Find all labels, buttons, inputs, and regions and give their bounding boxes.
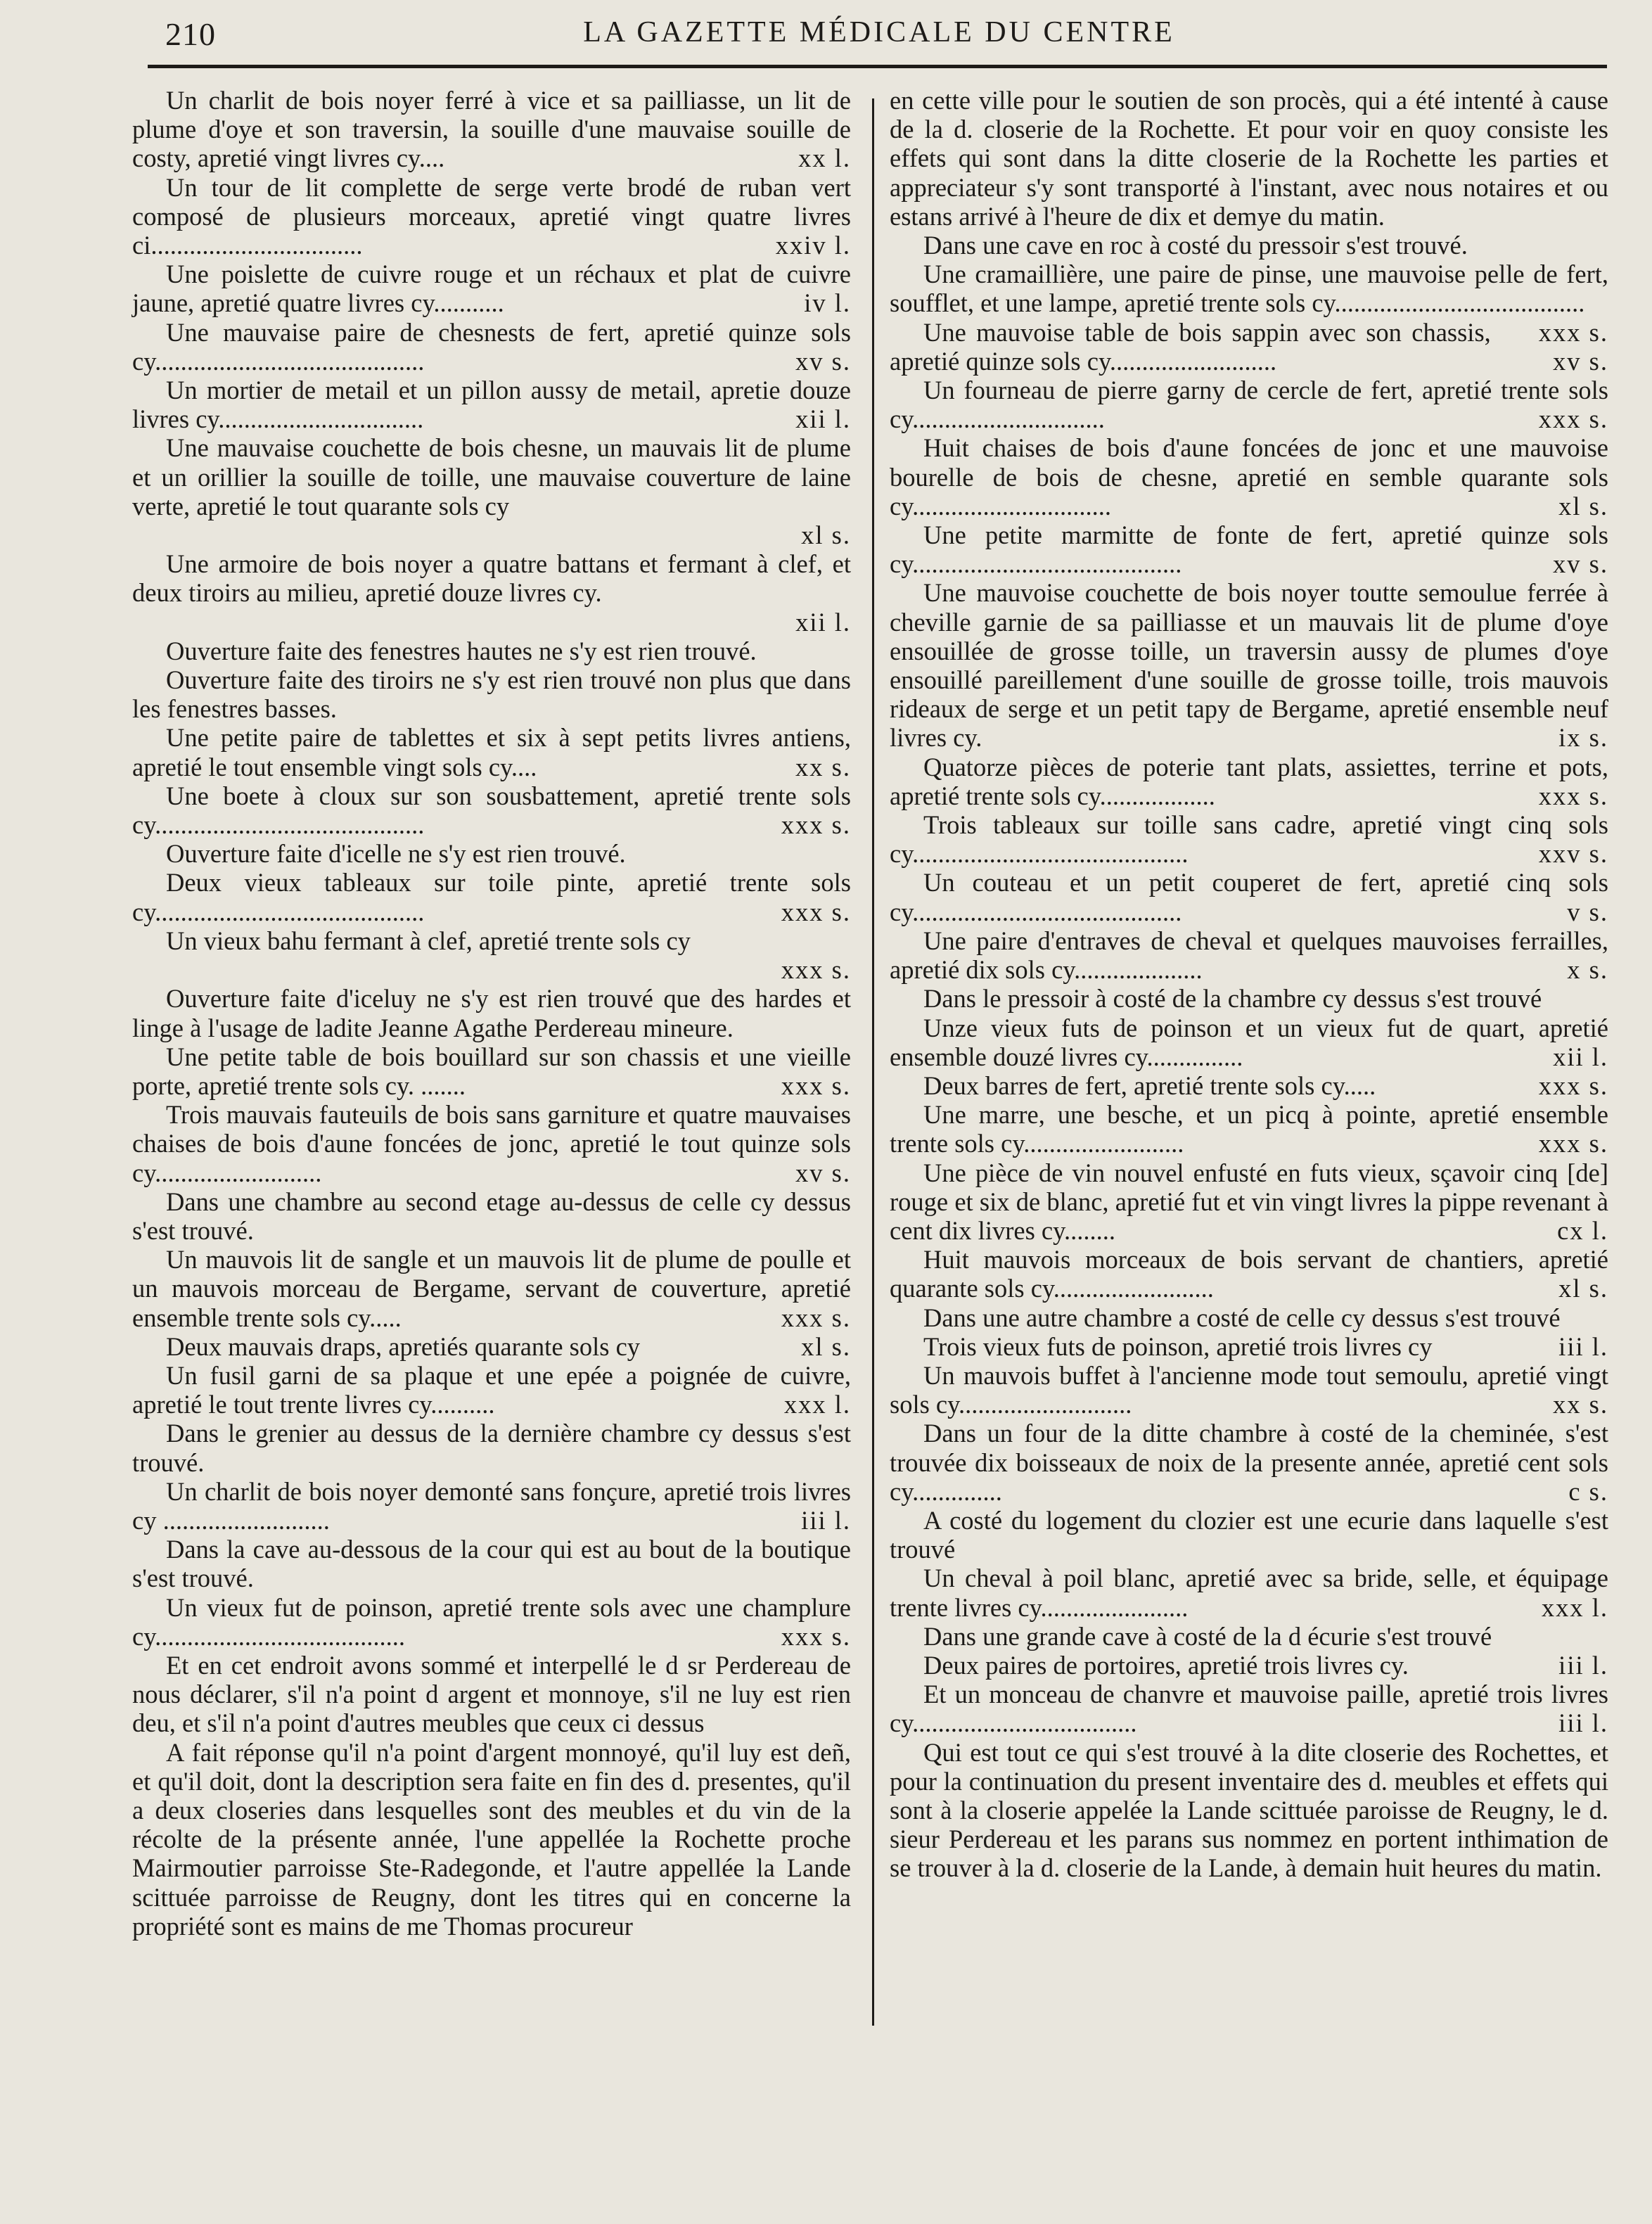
entry-text: Une boete à cloux sur son sousbattement, apretié trente sols cy.......................................... — [132, 781, 851, 840]
inventory-entry — [890, 1014, 1608, 1071]
entry-text: Unze vieux futs de poinson et un vieux fut de quart, apretié ensemble douzé livres cy............... — [890, 1013, 1608, 1071]
entry-amount: xx s. — [795, 752, 851, 781]
entry-text: Deux barres de fert, apretié trente sols cy..... — [923, 1071, 1376, 1100]
entry-amount: xl s. — [1558, 1274, 1608, 1303]
entry-amount: iii l. — [801, 1505, 851, 1535]
entry-amount: ix s. — [1558, 723, 1608, 753]
entry-text: Un tour de lit complette de serge verte brodé de ruban vert composé de plusieurs morceaux, apretié vingt quatre livres ci................................. — [132, 172, 851, 260]
inventory-entry — [890, 578, 1608, 752]
entry-amount: xxx s. — [1538, 317, 1608, 347]
inventory-entry — [890, 1419, 1608, 1506]
entry-text: Ouverture faite des tiroirs ne s'y est rien trouvé non plus que dans les fenestres basses. — [132, 665, 851, 724]
entry-text: Et en cet endroit avons sommé et interpellé le d sr Perdereau de nous déclarer, s'il n'a point d argent et monnoye, s'il ne luy est rien deu, et s'il n'a point d'autres meubles que ceux ci dessus — [132, 1650, 851, 1738]
entry-amount: cx l. — [1557, 1215, 1608, 1245]
inventory-entry — [132, 1477, 851, 1535]
entry-text: Une cramaillière, une paire de pinse, une mauvoise pelle de fert, soufflet, et une lampe, apretié trente sols cy....................................... — [890, 260, 1608, 318]
inventory-entry — [132, 723, 851, 781]
entry-text: Et un monceau de chanvre et mauvoise paille, apretié trois livres cy................................... — [890, 1680, 1608, 1738]
inventory-entry — [132, 86, 851, 173]
inventory-entry — [890, 231, 1608, 260]
inventory-entry — [890, 1738, 1608, 1883]
inventory-entry — [132, 839, 851, 868]
entry-text: Une paire d'entraves de cheval et quelques mauvoises ferrailles, apretié dix sols cy.................... — [890, 926, 1608, 985]
inventory-entry — [890, 1564, 1608, 1621]
entry-text: Dans un four de la ditte chambre à costé de la cheminée, s'est trouvée dix boisseaux de noix de la presente année, apretié cent sols cy.............. — [890, 1419, 1608, 1506]
inventory-entry — [132, 781, 851, 839]
inventory-entry — [132, 637, 851, 665]
inventory-entry — [132, 926, 851, 955]
entry-amount: xv s. — [1553, 346, 1608, 376]
page-header — [148, 7, 1611, 56]
entry-text: Une poislette de cuivre rouge et un réchaux et plat de cuivre jaune, apretié quatre livres cy........... — [132, 260, 851, 318]
entry-amount: iv l. — [804, 288, 851, 318]
entry-text: Une mauvaise couchette de bois chesne, un mauvais lit de plume et un orillier la souille de toille, une mauvaise couverture de laine verte, apretié le tout quarante sols cy — [132, 433, 851, 520]
entry-text: Dans le pressoir à costé de la chambre cy dessus s'est trouvé — [923, 984, 1542, 1014]
entry-text: Une petite marmitte de fonte de fert, apretié quinze sols cy.......................................... — [890, 520, 1608, 579]
entry-text: Huit mauvois morceaux de bois servant de chantiers, apretié quarante sols cy......................... — [890, 1245, 1608, 1303]
entry-amount: xxx s. — [781, 897, 851, 926]
entry-amount: xxx s. — [781, 955, 851, 985]
inventory-entry — [132, 868, 851, 926]
entry-text: Qui est tout ce qui s'est trouvé à la dite closerie des Rochettes, et pour la continuation du present inventaire des d. meubles et effets qui sont à la closerie appelée la Lande scittuée paroisse de Reugny, le d. sieur Perdereau et les parans sus nommez en portent inthimation de se trouver à la d. closerie de la Lande, à demain huit heures du matin. — [890, 1737, 1608, 1883]
inventory-entry — [890, 1332, 1608, 1361]
entry-text: Ouverture faite des fenestres hautes ne s'y est rien trouvé. — [166, 636, 757, 665]
entry-text: Deux vieux tableaux sur toile pinte, apretié trente sols cy.......................................... — [132, 868, 851, 926]
entry-text: Ouverture faite d'iceluy ne s'y est rien trouvé que des hardes et linge à l'usage de ladite Jeanne Agathe Perdereau mineure. — [132, 984, 851, 1042]
inventory-entry — [890, 1506, 1608, 1564]
entry-text: Un mauvois lit de sangle et un mauvois lit de plume de poulle et un mauvois morceau de Bergame, servant de couverture, apretié ensemble trente sols cy..... — [132, 1245, 851, 1332]
inventory-entry — [890, 984, 1608, 1013]
entry-amount: xxx s. — [1538, 404, 1608, 434]
inventory-entry — [132, 549, 851, 607]
entry-text: Quatorze pièces de poterie tant plats, assiettes, terrine et pots, apretié trente sols cy.................. — [890, 752, 1608, 810]
inventory-entry — [890, 86, 1608, 231]
entry-text: Dans une cave en roc à costé du pressoir s'est trouvé. — [923, 231, 1468, 260]
entry-amount: x s. — [1567, 955, 1608, 985]
entry-text: Une marre, une besche, et un picq à pointe, apretié ensemble trente sols cy......................... — [890, 1100, 1608, 1158]
entry-amount: xii l. — [795, 607, 851, 637]
entry-text: Un charlit de bois noyer ferré à vice et sa pailliasse, un lit de plume d'oye et son traversin, la souille d'une mauvaise souille de costy, apretié vingt livres cy.... — [132, 86, 851, 173]
entry-amount: iii l. — [1558, 1650, 1608, 1680]
inventory-entry — [132, 1651, 851, 1738]
inventory-entry — [890, 810, 1608, 868]
inventory-entry — [890, 1158, 1608, 1246]
entry-amount: xv s. — [795, 346, 851, 376]
entry-amount: xxx s. — [781, 1071, 851, 1100]
entry-text: Une petite table de bois bouillard sur son chassis et une vieille porte, apretié trente sols cy. ....... — [132, 1042, 851, 1100]
inventory-entry — [132, 1419, 851, 1476]
entry-text: Un mortier de metail et un pillon aussy de metail, apretie douze livres cy................................ — [132, 376, 851, 434]
entry-amount: xx l. — [798, 143, 851, 173]
entry-amount: c s. — [1568, 1476, 1608, 1506]
entry-amount: xl s. — [1558, 491, 1608, 520]
entry-text: Trois mauvais fauteuils de bois sans garniture et quatre mauvaises chaises de bois d'aune foncées de jonc, apretié le tout quinze sols cy.......................... — [132, 1100, 851, 1187]
entry-text: Un mauvois buffet à l'ancienne mode tout semoulu, apretié vingt sols cy........................... — [890, 1360, 1608, 1419]
inventory-entry — [890, 1100, 1608, 1158]
entry-amount: iii l. — [1558, 1331, 1608, 1361]
entry-amount: xl s. — [801, 520, 851, 550]
inventory-entry — [132, 1361, 851, 1419]
entry-text: Une mauvaise paire de chesnests de fert, apretié quinze sols cy.......................................... — [132, 317, 851, 376]
inventory-entry — [132, 1042, 851, 1100]
inventory-entry — [132, 1593, 851, 1651]
inventory-entry — [890, 1680, 1608, 1737]
inventory-entry — [132, 433, 851, 520]
entry-text: Trois tableaux sur toille sans cadre, apretié vingt cinq sols cy........................................... — [890, 810, 1608, 869]
entry-amount: xxiv l. — [775, 231, 851, 260]
entry-amount: xxx s. — [781, 1303, 851, 1332]
entry-amount: xxx s. — [781, 810, 851, 840]
inventory-entry — [890, 1622, 1608, 1651]
right-column — [890, 86, 1608, 1883]
inventory-entry — [132, 984, 851, 1042]
inventory-entry — [132, 173, 851, 260]
column-divider — [872, 98, 874, 2026]
entry-amount: v s. — [1567, 897, 1608, 926]
entry-text: Huit chaises de bois d'aune foncées de jonc et une mauvoise bourelle de bois de chesne, apretié en semble quarante sols cy............................... — [890, 433, 1608, 520]
entry-text: Dans une autre chambre a costé de celle cy dessus s'est trouvé — [923, 1303, 1561, 1332]
entry-amount: xv s. — [795, 1158, 851, 1187]
entry-amount: xxv s. — [1538, 839, 1608, 869]
inventory-entry — [132, 1535, 851, 1592]
entry-amount: xxx s. — [1538, 1129, 1608, 1158]
inventory-entry — [890, 433, 1608, 520]
entry-amount: xxx s. — [1538, 781, 1608, 810]
inventory-entry — [132, 665, 851, 723]
inventory-entry — [132, 1187, 851, 1245]
inventory-entry — [132, 1332, 851, 1361]
entry-amount: xii l. — [795, 404, 851, 434]
entry-text: Une mauvoise couchette de bois noyer toutte semoulue ferrée à cheville garnie de sa pailliasse et un mauvais lit de plume d'oye ensouillée de grosse toille, un traversin aussy de plumes d'oye ensouillé pareillement d'une souille de grosse toille, trois mauvois rideaux de serge et un petit tapy de Bergame, apretié ensemble neuf livres cy. — [890, 578, 1608, 753]
inventory-entry — [890, 1245, 1608, 1303]
inventory-entry — [890, 520, 1608, 578]
entry-amount: iii l. — [1558, 1708, 1608, 1738]
entry-text: en cette ville pour le soutien de son procès, qui a été intenté à cause de la d. closerie de la Rochette. Et pour voir en quoy consiste les effets qui sont dans la ditte closerie de la Rochette les parties et appreciateur s'y sont transporté à l'instant, avec nous notaires et ou estans arrivé à l'heure de dix et demye du matin. — [890, 86, 1608, 231]
inventory-entry — [132, 376, 851, 433]
inventory-entry — [132, 1100, 851, 1187]
inventory-entry — [890, 868, 1608, 926]
entry-amount: xxx l. — [1541, 1592, 1608, 1622]
entry-text: Une mauvoise table de bois sappin avec son chassis, apretié quinze sols cy.......................... — [890, 317, 1491, 376]
entry-text: Une pièce de vin nouvel enfusté en futs vieux, sçavoir cinq [de] rouge et six de blanc, apretié fut et vin vingt livres la pippe revenant à cent dix livres cy........ — [890, 1158, 1608, 1245]
entry-amount: xii l. — [1553, 1042, 1608, 1071]
entry-text: Dans une chambre au second etage au-dessus de celle cy dessus s'est trouvé. — [132, 1187, 851, 1245]
inventory-entry — [132, 260, 851, 317]
entry-text: Dans la cave au-dessous de la cour qui est au bout de la boutique s'est trouvé. — [132, 1535, 851, 1593]
entry-text: Deux mauvais draps, apretiés quarante sols cy — [166, 1331, 641, 1361]
inventory-entry — [890, 1651, 1608, 1680]
entry-amount: xl s. — [801, 1331, 851, 1361]
entry-text: Ouverture faite d'icelle ne s'y est rien trouvé. — [166, 839, 626, 869]
entry-text: Un vieux fut de poinson, apretié trente sols avec une champlure cy....................................... — [132, 1592, 851, 1651]
entry-text: Dans une grande cave à costé de la d écurie s'est trouvé — [923, 1621, 1492, 1651]
inventory-entry — [132, 1245, 851, 1332]
entry-text: Trois vieux futs de poinson, apretié trois livres cy — [923, 1331, 1433, 1361]
left-column — [132, 86, 851, 1941]
entry-text: Un fusil garni de sa plaque et une epée a poignée de cuivre, apretié le tout trente livres cy.......... — [132, 1360, 851, 1419]
entry-text: Une petite paire de tablettes et six à sept petits livres antiens, apretié le tout ensemble vingt sols cy.... — [132, 723, 851, 781]
header-rule — [148, 65, 1607, 68]
entry-text: Un fourneau de pierre garny de cercle de fert, apretié trente sols cy.............................. — [890, 376, 1608, 434]
inventory-entry — [890, 1071, 1608, 1100]
entry-text: Un couteau et un petit couperet de fert, apretié cinq sols cy.......................................... — [890, 868, 1608, 926]
entry-amount: xv s. — [1553, 549, 1608, 579]
inventory-entry — [890, 1303, 1608, 1332]
entry-text: A fait réponse qu'il n'a point d'argent monnoyé, qu'il luy est deñ, et qu'il doit, dont la description sera faite en fin des d. presentes, qu'il a deux closeries dans lesquelles sont des meubles et du vin de la récolte de la présente année, l'une appellée la Rochette proche Mairmoutier parroisse Ste-Radegonde, et l'autre appellée la Lande scittuée parroisse de Reugny, dont les titres qui en concerne la propriété sont es mains de me Thomas procureur — [132, 1737, 851, 1941]
entry-text: Deux paires de portoires, apretié trois livres cy. — [923, 1650, 1409, 1680]
entry-amount: xxx s. — [781, 1621, 851, 1651]
inventory-entry — [890, 926, 1608, 984]
entry-text: Une armoire de bois noyer a quatre battans et fermant à clef, et deux tiroirs au milieu, apretié douze livres cy. — [132, 549, 851, 608]
entry-text: Un charlit de bois noyer demonté sans fonçure, apretié trois livres cy .......................... — [132, 1476, 851, 1535]
entry-text: Un cheval à poil blanc, apretié avec sa bride, selle, et équipage trente livres cy....................... — [890, 1564, 1608, 1622]
entry-text: Dans le grenier au dessus de la dernière chambre cy dessus s'est trouvé. — [132, 1419, 851, 1477]
inventory-entry — [132, 1738, 851, 1941]
inventory-entry — [890, 753, 1608, 810]
entry-text: A costé du logement du clozier est une ecurie dans laquelle s'est trouvé — [890, 1505, 1608, 1564]
entry-amount: xxx s. — [1538, 1071, 1608, 1100]
inventory-entry — [890, 376, 1608, 433]
entry-text: Un vieux bahu fermant à clef, apretié trente sols cy — [166, 926, 691, 955]
page-number: 210 — [165, 16, 216, 52]
inventory-entry — [132, 318, 851, 376]
running-title: LA GAZETTE MÉDICALE DU CENTRE — [583, 16, 1175, 49]
entry-amount: xx s. — [1553, 1390, 1608, 1419]
inventory-entry — [890, 1361, 1608, 1419]
entry-amount: xxx l. — [783, 1390, 851, 1419]
